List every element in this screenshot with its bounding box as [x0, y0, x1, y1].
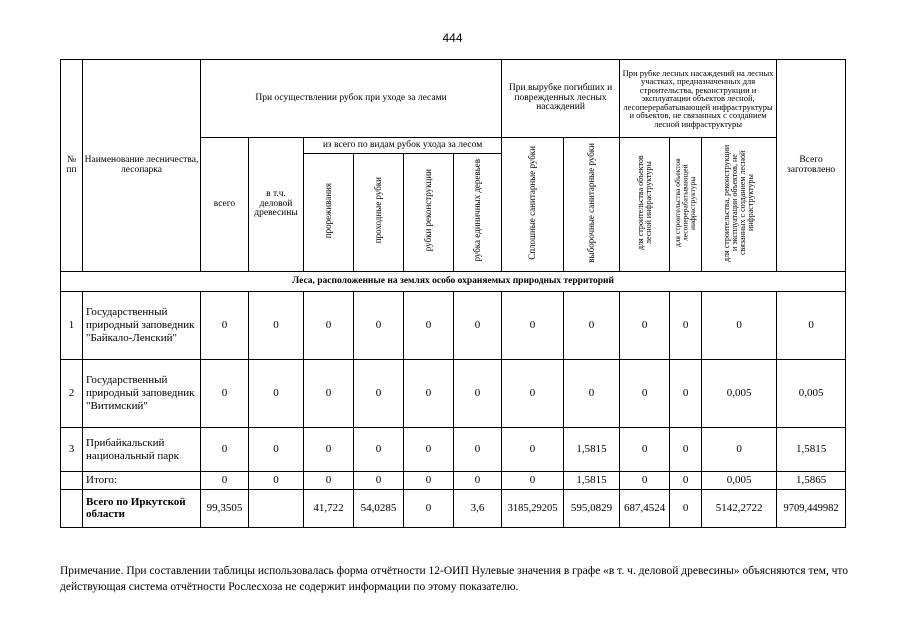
table-cell: 3,6 [454, 489, 502, 527]
table-cell: 0 [620, 292, 670, 360]
table-cell: 0 [454, 292, 502, 360]
header-single-trees: рубка единичных деревьев [454, 154, 502, 272]
table-cell: 1,5865 [777, 472, 846, 490]
table-cell: 3 [61, 428, 83, 472]
header-infra-forest: для строительства объектов лесной инфраструктуры [620, 138, 670, 272]
table-cell: 54,0285 [354, 489, 404, 527]
header-selective-sanitary: выборочные санитарные рубки [564, 138, 620, 272]
table-cell: 0 [454, 428, 502, 472]
table-cell: 2 [61, 360, 83, 428]
table-cell: Прибайкальский национальный парк [83, 428, 201, 472]
table-cell: 0 [620, 472, 670, 490]
table-cell: 0 [777, 292, 846, 360]
header-infra-group: При рубке лесных насаждений на лесных участках, предназначенных для строительства, реконструкции и эксплуатации объектов лесной, лесоперерабатывающей инфраструктуры и объектов, не связанных с созданием лесной инфраструктуры [620, 60, 777, 138]
section-title: Леса, расположенные на землях особо охраняемых природных территорий [61, 272, 846, 292]
table-cell [61, 489, 83, 527]
table-cell: 1,5815 [564, 472, 620, 490]
table-cell: 0 [201, 360, 249, 428]
page-number: 444 [442, 31, 463, 45]
table-cell: 0 [620, 360, 670, 428]
table-cell: Государственный природный заповедник "Витимский" [83, 360, 201, 428]
table-cell: 0 [304, 428, 354, 472]
table-cell: 0,005 [777, 360, 846, 428]
table-cell: 0 [201, 292, 249, 360]
header-grand-total: Всего заготовлено [777, 60, 846, 272]
table-cell: 0 [502, 292, 564, 360]
header-clear-sanitary: Сплошные санитарные рубки [502, 138, 564, 272]
table-cell: 0 [702, 292, 777, 360]
table-row [61, 292, 846, 360]
table-cell: Итого: [83, 472, 201, 490]
table-cell: 0 [404, 489, 454, 527]
table-cell: 0 [502, 428, 564, 472]
header-name: Наименование лесничества, лесопарка [83, 60, 201, 272]
header-incl-business: в т.ч. деловой древесины [249, 138, 304, 272]
header-thinning: прореживания [304, 154, 354, 272]
region-total-row [61, 489, 846, 527]
table-cell: 0 [564, 360, 620, 428]
table-cell: 0 [404, 292, 454, 360]
table-cell: 0 [304, 472, 354, 490]
table-cell: 41,722 [304, 489, 354, 527]
table-cell: 0 [454, 472, 502, 490]
table-cell: 0 [670, 428, 702, 472]
table-cell: 99,3505 [201, 489, 249, 527]
table-cell: 0 [454, 360, 502, 428]
table-cell: 0 [670, 360, 702, 428]
header-total: всего [201, 138, 249, 272]
header-dead-group: При вырубке погибших и поврежденных лесных насаждений [502, 60, 620, 138]
table-cell: 0 [670, 489, 702, 527]
table-cell: 0 [670, 292, 702, 360]
table-cell: 3185,29205 [502, 489, 564, 527]
table-row [61, 360, 846, 428]
table-cell: 595,0829 [564, 489, 620, 527]
header-infra-processing: для строительства объектов лесоперерабатывающей инфраструктуры [670, 138, 702, 272]
forest-harvest-table [60, 59, 846, 528]
table-cell: 1,5815 [564, 428, 620, 472]
table-cell: 0 [354, 428, 404, 472]
table-cell: 0 [670, 472, 702, 490]
header-reconstruction: рубки реконструкции [404, 154, 454, 272]
table-cell: 9709,449982 [777, 489, 846, 527]
table-cell: Государственный природный заповедник "Байкало-Ленский" [83, 292, 201, 360]
table-cell: 0 [354, 292, 404, 360]
header-by-type: из всего по видам рубок ухода за лесом [304, 138, 502, 154]
table-cell: 0 [404, 360, 454, 428]
header-care-group: При осуществлении рубок при уходе за лесами [201, 60, 502, 138]
header-num: № пп [61, 60, 83, 272]
table-cell: 0 [354, 360, 404, 428]
table-cell: 0 [404, 472, 454, 490]
table-cell: Всего по Иркутской области [83, 489, 201, 527]
table-cell: 1,5815 [777, 428, 846, 472]
table-row [61, 428, 846, 472]
table-cell: 0 [354, 472, 404, 490]
table-cell [61, 472, 83, 490]
table-cell: 1 [61, 292, 83, 360]
table-cell: 0 [702, 428, 777, 472]
table-cell: 0 [249, 428, 304, 472]
table-cell: 0 [304, 292, 354, 360]
table-cell: 687,4524 [620, 489, 670, 527]
table-cell: 0 [502, 472, 564, 490]
table-cell [249, 489, 304, 527]
table-cell: 5142,2722 [702, 489, 777, 527]
table-cell: 0 [404, 428, 454, 472]
table-cell: 0 [620, 428, 670, 472]
table-cell: 0 [201, 428, 249, 472]
table-note: Примечание. При составлении таблицы использовалась форма отчётности 12-ОИП Нулевые значения в графе «в т. ч. деловой древесины» объясняются тем, что действующая система отчётности Рослесхоза не содержит информации по этому показателю. [60, 565, 849, 593]
table-cell: 0,005 [702, 360, 777, 428]
header-infra-other: для строительства, реконструкции и эксплуатации объектов, не связанных с созданием лесной инфраструктуры [702, 138, 777, 272]
table-cell: 0 [564, 292, 620, 360]
table-cell: 0 [249, 472, 304, 490]
table-cell: 0 [502, 360, 564, 428]
table-cell: 0 [304, 360, 354, 428]
table-cell: 0 [201, 472, 249, 490]
table-cell: 0 [249, 360, 304, 428]
table-cell: 0,005 [702, 472, 777, 490]
table-cell: 0 [249, 292, 304, 360]
header-pass-cuts: проходные рубки [354, 154, 404, 272]
itogo-row [61, 472, 846, 490]
